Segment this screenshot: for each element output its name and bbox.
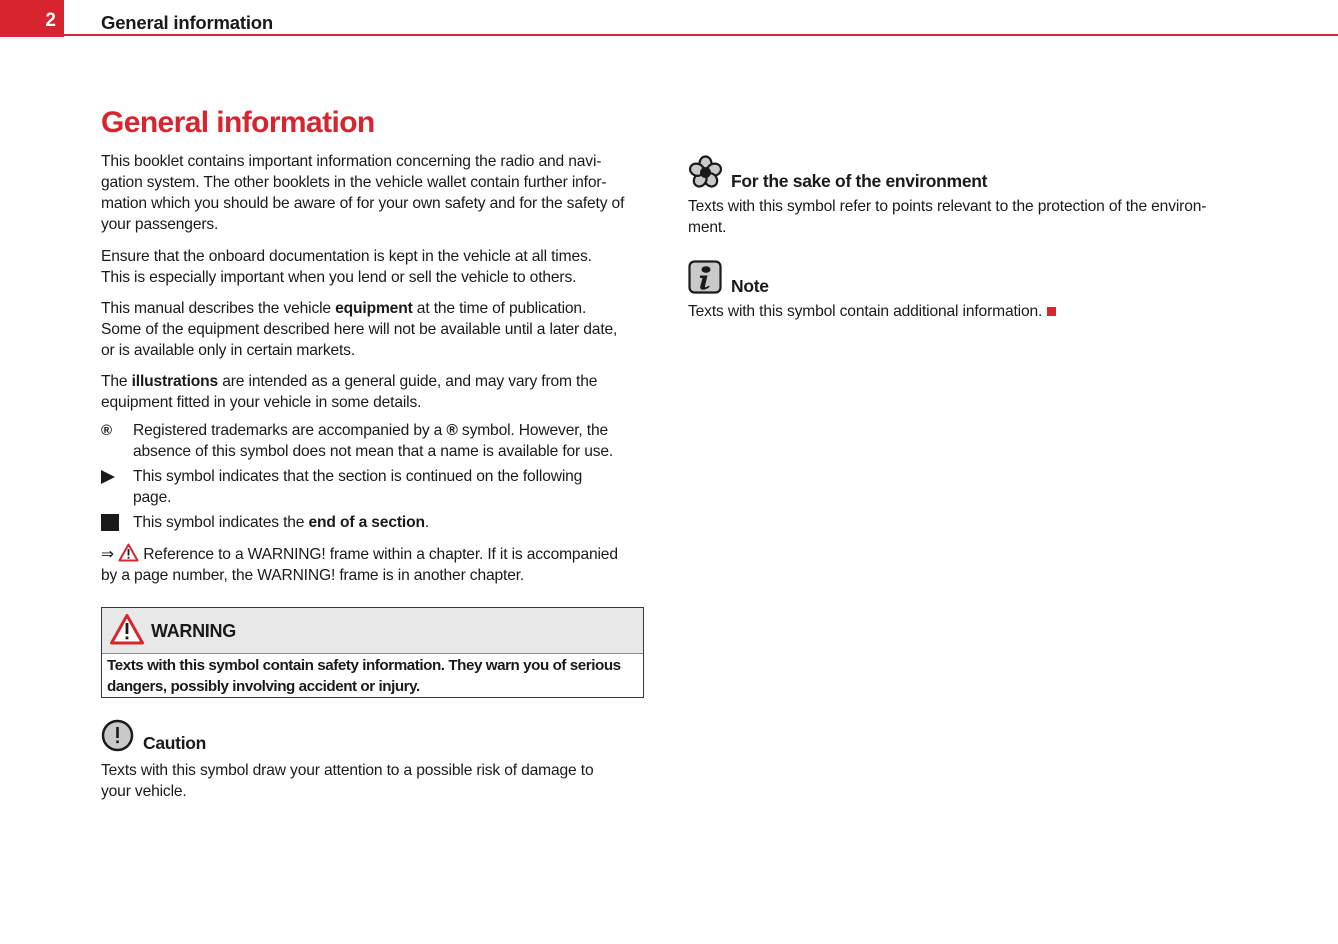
text-line: Texts with this symbol draw your attention to a possible risk of damage to bbox=[101, 762, 594, 779]
caution-text bbox=[101, 760, 646, 802]
equipment-paragraph bbox=[101, 298, 646, 361]
text-line: Ensure that the onboard documentation is kept in the vehicle at all times. bbox=[101, 248, 592, 265]
environment-text bbox=[688, 196, 1248, 238]
warning-frame-header bbox=[102, 608, 643, 654]
running-title: General information bbox=[101, 12, 273, 33]
text-line: gation system. The other booklets in the vehicle wallet contain further infor- bbox=[101, 174, 607, 191]
warning-reference-paragraph bbox=[101, 543, 646, 586]
text-run: at the time of publication. bbox=[412, 300, 587, 317]
header-divider bbox=[64, 34, 1338, 36]
page-title: General information bbox=[101, 106, 375, 139]
caution-heading bbox=[101, 719, 206, 752]
environment-title: For the sake of the environment bbox=[731, 171, 988, 191]
flower-environment-icon bbox=[688, 155, 723, 190]
text-run: . bbox=[424, 514, 430, 531]
continued-arrow-icon bbox=[101, 466, 125, 487]
end-of-section-icon bbox=[101, 512, 125, 533]
text-line: Texts with this symbol refer to points relevant to the protection of the environ- bbox=[688, 198, 1207, 215]
symbol-description bbox=[133, 512, 645, 533]
warning-triangle-icon bbox=[118, 543, 139, 562]
note-title: Note bbox=[731, 276, 769, 296]
note-text bbox=[688, 301, 1248, 322]
page-number-tab bbox=[0, 0, 64, 37]
text-line: your passengers. bbox=[101, 216, 219, 233]
text-line: equipment fitted in your vehicle in some details. bbox=[101, 394, 422, 411]
text-line: page. bbox=[133, 489, 172, 506]
bold-term: ® bbox=[446, 422, 458, 439]
text-run: This symbol indicates the bbox=[133, 514, 309, 531]
text-line bbox=[101, 371, 646, 392]
text-run: This manual describes the vehicle bbox=[101, 300, 336, 317]
environment-heading bbox=[688, 155, 987, 190]
symbol-description bbox=[133, 420, 645, 462]
text-line bbox=[133, 512, 645, 533]
warning-frame bbox=[101, 607, 644, 698]
text-line: This is especially important when you lend or sell the vehicle to others. bbox=[101, 269, 577, 286]
text-run: Registered trademarks are accompanied by a bbox=[133, 422, 447, 439]
bold-term: end of a section bbox=[308, 514, 425, 531]
bold-term: illustrations bbox=[131, 373, 219, 390]
text-line: Some of the equipment described here will not be available until a later date, bbox=[101, 321, 618, 338]
warning-triangle-icon bbox=[109, 613, 145, 646]
symbol-description bbox=[133, 466, 645, 508]
warning-body bbox=[107, 655, 641, 697]
text-run: Texts with this symbol contain additional information. bbox=[688, 303, 1043, 320]
illustrations-paragraph bbox=[101, 371, 646, 413]
documentation-paragraph bbox=[101, 246, 646, 288]
page-header bbox=[0, 0, 1338, 37]
text-line: absence of this symbol does not mean that a name is available for use. bbox=[133, 443, 614, 460]
text-run: symbol. However, the bbox=[457, 422, 608, 439]
text-run: are intended as a general guide, and may vary from the bbox=[218, 373, 598, 390]
text-run: Reference to a WARNING! frame within a chapter. If it is accompanied bbox=[139, 546, 618, 563]
caution-exclamation-icon bbox=[101, 719, 134, 752]
text-line bbox=[133, 420, 645, 441]
text-line bbox=[101, 543, 646, 565]
text-line: This symbol indicates that the section is continued on the following bbox=[133, 468, 583, 485]
caution-title: Caution bbox=[143, 733, 207, 753]
text-line: mation which you should be aware of for your own safety and for the safety of bbox=[101, 195, 625, 212]
text-run: The bbox=[101, 373, 132, 390]
text-line: ment. bbox=[688, 219, 727, 236]
symbol-entry-registered bbox=[101, 420, 646, 464]
info-note-icon bbox=[688, 260, 722, 294]
registered-glyph: ® bbox=[101, 422, 112, 439]
warning-label: WARNING bbox=[151, 621, 236, 641]
text-line: by a page number, the WARNING! frame is in another chapter. bbox=[101, 567, 525, 584]
page-number: 2 bbox=[45, 10, 56, 31]
text-line: your vehicle. bbox=[101, 783, 187, 800]
symbol-entry-continued bbox=[101, 466, 646, 510]
symbol-entry-end-of-section bbox=[101, 512, 646, 534]
bold-term: equipment bbox=[335, 300, 413, 317]
text-line bbox=[688, 301, 1248, 322]
text-line: or is available only in certain markets. bbox=[101, 342, 356, 359]
note-heading bbox=[688, 260, 769, 294]
text-line: This booklet contains important information concerning the radio and navi- bbox=[101, 153, 602, 170]
end-of-section-icon bbox=[1047, 307, 1056, 316]
reference-arrow-icon: ⇒ bbox=[101, 546, 114, 563]
intro-paragraph bbox=[101, 151, 646, 235]
text-line bbox=[101, 298, 646, 319]
text-line: Texts with this symbol contain safety information. They warn you of serious bbox=[107, 657, 621, 674]
registered-trademark-icon bbox=[101, 420, 125, 441]
text-line: dangers, possibly involving accident or injury. bbox=[107, 678, 420, 695]
